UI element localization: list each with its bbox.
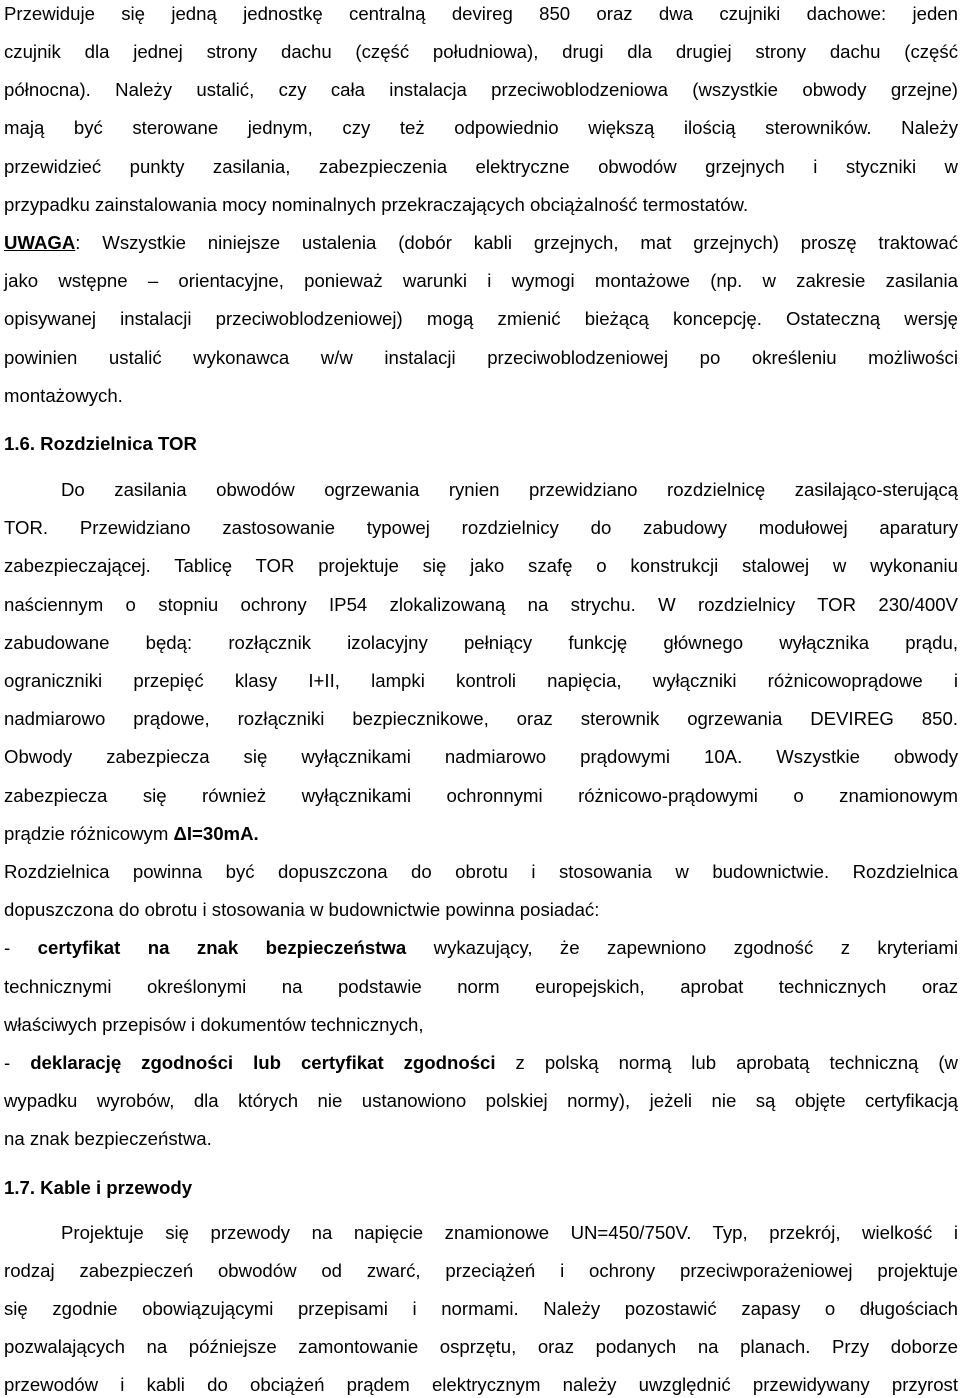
list-item: - deklarację zgodności lub certyfikat zgodności z polską normą lub aprobatą techniczną (w bbox=[4, 1052, 958, 1073]
paragraph-line: mają być sterowane jednym, czy też odpowiednio większą ilością sterowników. Należy bbox=[4, 117, 958, 138]
paragraph-line: północna). Należy ustalić, czy cała instalacja przeciwoblodzeniowa (wszystkie obwody grzejne) bbox=[4, 79, 958, 100]
note-line: montażowych. bbox=[4, 385, 123, 406]
paragraph-line: TOR. Przewidziano zastosowanie typowej rozdzielnicy do zabudowy modułowej aparatury bbox=[4, 517, 958, 538]
paragraph-line: zabezpieczającej. Tablicę TOR projektuje się jako szafę o konstrukcji stalowej w wykonaniu bbox=[4, 555, 958, 576]
paragraph-line: wypadku wyrobów, dla których nie ustanowiono polskiej normy), jeżeli nie są objęte certyfikacją bbox=[4, 1090, 958, 1111]
paragraph-line: przypadku zainstalowania mocy nominalnych przekraczających obciążalność termostatów. bbox=[4, 194, 749, 215]
note-line: opisywanej instalacji przeciwoblodzeniowej) mogą zmienić bieżącą koncepcję. Ostateczną wersję bbox=[4, 308, 958, 329]
paragraph-line: nadmiarowo prądowe, rozłączniki bezpiecznikowe, oraz sterownik ogrzewania DEVIREG 850. bbox=[4, 708, 958, 729]
note-line: UWAGA: Wszystkie niniejsze ustalenia (dobór kabli grzejnych, mat grzejnych) proszę traktować bbox=[4, 232, 958, 253]
note-line: powinien ustalić wykonawca w/w instalacji przeciwoblodzeniowej po określeniu możliwości bbox=[4, 347, 958, 368]
note-line: jako wstępne – orientacyjne, ponieważ warunki i wymogi montażowe (np. w zakresie zasilania bbox=[4, 270, 958, 291]
paragraph-line: dopuszczona do obrotu i stosowania w budownictwie powinna posiadać: bbox=[4, 899, 600, 920]
current-value: ΔI=30mA. bbox=[173, 823, 259, 844]
paragraph-line: technicznymi określonymi na podstawie norm europejskich, aprobat technicznych oraz bbox=[4, 976, 958, 997]
paragraph-line: się zgodnie obowiązującymi przepisami i normami. Należy pozostawić zapasy o długościach bbox=[4, 1298, 958, 1319]
section-heading: 1.7. Kable i przewody bbox=[4, 1177, 193, 1198]
paragraph-line: czujnik dla jednej strony dachu (część południowa), drugi dla drugiej strony dachu (część bbox=[4, 41, 958, 62]
paragraph-line: Rozdzielnica powinna być dopuszczona do obrotu i stosowania w budownictwie. Rozdzielnica bbox=[4, 861, 958, 882]
paragraph-line: przewidzieć punkty zasilania, zabezpieczenia elektryczne obwodów grzejnych i styczniki w bbox=[4, 156, 958, 177]
section-heading: 1.6. Rozdzielnica TOR bbox=[4, 433, 197, 454]
paragraph-line: Do zasilania obwodów ogrzewania rynien przewidziano rozdzielnicę zasilająco-sterującą bbox=[61, 479, 958, 500]
note-label: UWAGA bbox=[4, 232, 76, 253]
paragraph-line: przewodów i kabli do obciążeń prądem elektrycznym należy uwzględnić przewidywany przyrost bbox=[4, 1374, 958, 1395]
list-item-emphasis: deklarację zgodności lub certyfikat zgodności bbox=[30, 1052, 496, 1073]
paragraph-line: właściwych przepisów i dokumentów technicznych, bbox=[4, 1014, 424, 1035]
paragraph-line: naściennym o stopniu ochrony IP54 zlokalizowaną na strychu. W rozdzielnicy TOR 230/400V bbox=[4, 594, 958, 615]
paragraph-line: prądzie różnicowym ΔI=30mA. bbox=[4, 823, 259, 844]
list-item-emphasis: certyfikat na znak bezpieczeństwa bbox=[37, 937, 407, 958]
paragraph-line: ograniczniki przepięć klasy I+II, lampki kontroli napięcia, wyłączniki różnicowoprądowe i bbox=[4, 670, 958, 691]
paragraph-line: pozwalających na późniejsze zamontowanie osprzętu, oraz podanych na planach. Przy doborze bbox=[4, 1336, 958, 1357]
paragraph-line: Projektuje się przewody na napięcie znamionowe UN=450/750V. Typ, przekrój, wielkość i bbox=[61, 1222, 958, 1243]
paragraph-line: Obwody zabezpiecza się wyłącznikami nadmiarowo prądowymi 10A. Wszystkie obwody bbox=[4, 746, 958, 767]
paragraph-line: zabudowane będą: rozłącznik izolacyjny pełniący funkcję głównego wyłącznika prądu, bbox=[4, 632, 958, 653]
paragraph-line: rodzaj zabezpieczeń obwodów od zwarć, przeciążeń i ochrony przeciwporażeniowej projektuje bbox=[4, 1260, 958, 1281]
paragraph-line: na znak bezpieczeństwa. bbox=[4, 1128, 212, 1149]
paragraph-line: Przewiduje się jedną jednostkę centralną devireg 850 oraz dwa czujniki dachowe: jeden bbox=[4, 3, 958, 24]
paragraph-line: zabezpiecza się również wyłącznikami ochronnymi różnicowo-prądowymi o znamionowym bbox=[4, 785, 958, 806]
list-item: - certyfikat na znak bezpieczeństwa wykazujący, że zapewniono zgodność z kryteriami bbox=[4, 937, 959, 958]
